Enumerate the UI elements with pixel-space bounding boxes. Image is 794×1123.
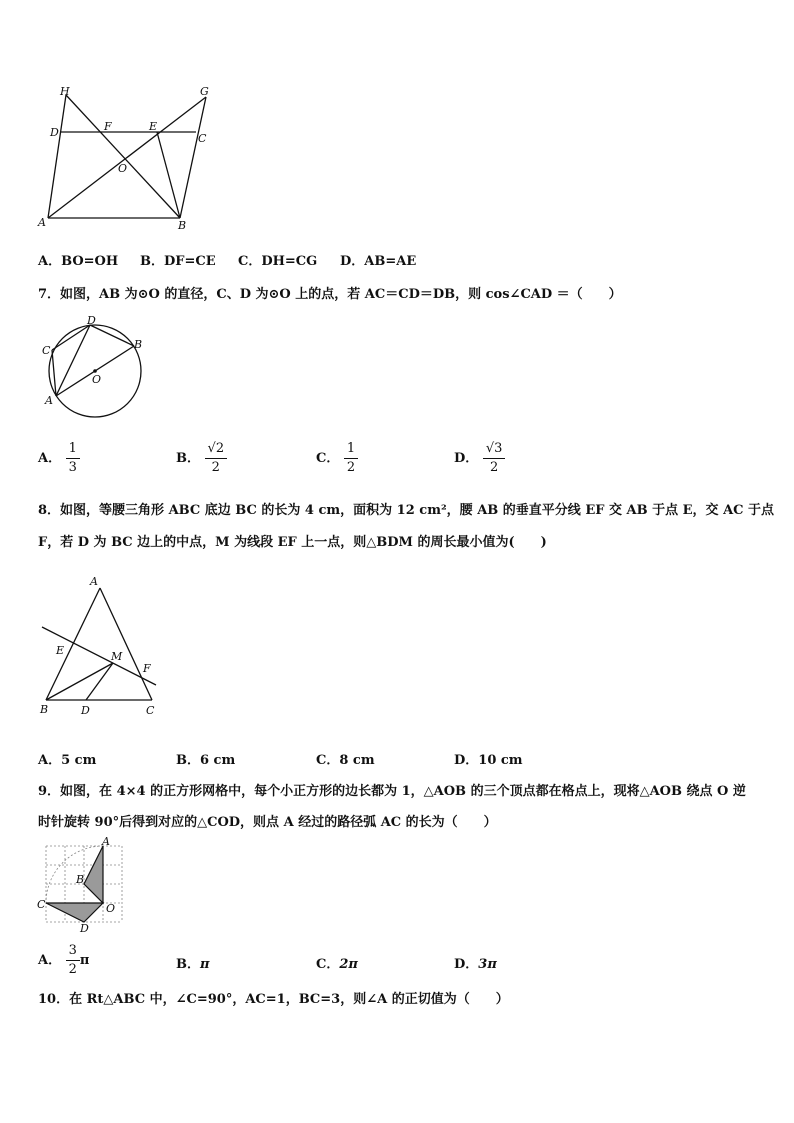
q9-label-c: C bbox=[37, 898, 46, 911]
q7-label-b: B bbox=[134, 338, 143, 351]
q8-option-d[interactable]: D．10 cm bbox=[454, 753, 523, 768]
q8-label-m: M bbox=[111, 650, 123, 663]
q9-stem-line2: 时针旋转 90°后得到对应的△COD，则点 A 经过的路径弧 AC 的长为（ ） bbox=[38, 815, 497, 830]
q9-label-b: B bbox=[76, 873, 85, 886]
q8-option-c[interactable]: C．8 cm bbox=[316, 753, 375, 768]
q6-label-g: G bbox=[200, 85, 209, 98]
q6-label-a: A bbox=[38, 216, 46, 229]
fraction: $\frac{1}{2}$ bbox=[344, 440, 358, 477]
fraction: $\frac{√3}{2}$ bbox=[483, 440, 506, 477]
q8-label-a: A bbox=[90, 575, 98, 588]
q6-label-d: D bbox=[50, 126, 59, 139]
q6-label-f: F bbox=[104, 120, 112, 133]
q9-label-d: D bbox=[80, 922, 89, 935]
fraction: $\frac{√2}{2}$ bbox=[205, 440, 228, 477]
q8-label-c: C bbox=[146, 704, 155, 717]
q6-label-c: C bbox=[198, 132, 207, 145]
fraction: $\frac{1}{3}$ bbox=[66, 440, 80, 477]
q9-stem-line1: 9．如图，在 4×4 的正方形网格中，每个小正方形的边长都为 1，△AOB 的三个顶点都在格点上，现将△AOB 绕点 O 逆 bbox=[38, 784, 746, 799]
q8-label-b: B bbox=[40, 703, 49, 716]
q7-label-d: D bbox=[87, 314, 96, 327]
q10-stem: 10．在 Rt△ABC 中，∠C=90°，AC=1，BC=3，则∠A 的正切值为（ ） bbox=[38, 992, 509, 1007]
q7-label-c: C bbox=[42, 344, 51, 357]
q8-option-a[interactable]: A．5 cm bbox=[38, 753, 97, 768]
q6-label-e: E bbox=[149, 120, 158, 133]
fraction: $\frac{3}{2}$ bbox=[66, 942, 80, 979]
q9-label-a: A bbox=[102, 835, 110, 848]
q8-stem-line1: 8．如图，等腰三角形 ABC 底边 BC 的长为 4 cm，面积为 12 cm²，腰 AB 的垂直平分线 EF 交 AB 于点 E，交 AC 于点 bbox=[38, 503, 775, 518]
q9-option-c[interactable]: C．2π bbox=[316, 957, 358, 972]
q7-option-c[interactable]: C． $\frac{1}{2}$ bbox=[316, 440, 358, 477]
q6-label-b: B bbox=[178, 219, 187, 232]
q8-label-f: F bbox=[143, 662, 151, 675]
q7-option-d[interactable]: D． $\frac{√3}{2}$ bbox=[454, 440, 505, 477]
q9-option-a[interactable]: A． $\frac{3}{2}$ π bbox=[38, 943, 90, 977]
q7-option-a[interactable]: A． $\frac{1}{3}$ bbox=[38, 440, 80, 477]
q9-option-b[interactable]: B．π bbox=[176, 957, 210, 972]
q6-option-a[interactable]: A．BO=OH bbox=[38, 254, 119, 269]
q9-label-o: O bbox=[106, 902, 116, 915]
q8-label-e: E bbox=[56, 644, 65, 657]
q7-stem: 7．如图，AB 为⊙O 的直径，C、D 为⊙O 上的点，若 AC＝CD＝DB，则 cos∠CAD ＝（ ） bbox=[38, 287, 622, 302]
q6-label-o: O bbox=[118, 162, 128, 175]
q6-option-c[interactable]: C．DH=CG bbox=[238, 254, 318, 269]
q9-option-d[interactable]: D．3π bbox=[454, 957, 497, 972]
q7-label-a: A bbox=[45, 394, 53, 407]
q6-option-b[interactable]: B．DF=CE bbox=[140, 254, 216, 269]
q8-stem-line2: F，若 D 为 BC 边上的中点，M 为线段 EF 上一点，则△BDM 的周长最小值为( ) bbox=[38, 535, 547, 550]
q6-label-h: H bbox=[60, 85, 70, 98]
q8-label-d: D bbox=[81, 704, 90, 717]
q6-option-d[interactable]: D．AB=AE bbox=[340, 254, 417, 269]
q7-option-b[interactable]: B． $\frac{√2}{2}$ bbox=[176, 440, 227, 477]
q7-label-o: O bbox=[92, 373, 102, 386]
q8-option-b[interactable]: B．6 cm bbox=[176, 753, 236, 768]
